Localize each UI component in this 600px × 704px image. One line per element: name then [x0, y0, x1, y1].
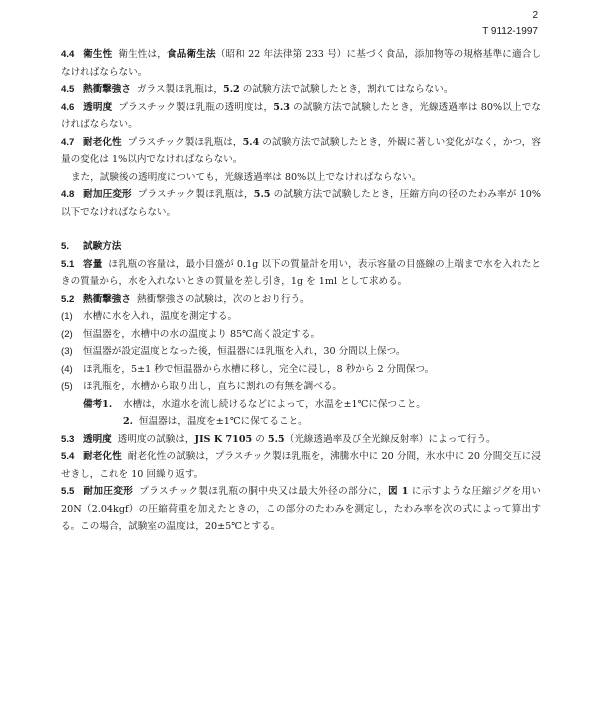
- section-gap: [61, 221, 541, 238]
- clause-text: 耐老化性の試験は，プラスチック製ほ乳瓶を，沸騰水中に 20 分間，氷水中に 20 分間交互に浸せきし，これを 10 回繰り返す。: [61, 451, 541, 480]
- clause-text: プラスチック製ほ乳瓶の胴中央又は最大外径の部分に，: [139, 486, 389, 497]
- clause-title: 熱衝撃強さ: [83, 293, 131, 305]
- clause-title: 衛生性: [83, 49, 113, 60]
- clause-title: 耐老化性: [83, 451, 122, 462]
- clause-text: 衛生性は，: [118, 49, 168, 60]
- clause-title: 熱衝撃強さ: [83, 84, 131, 95]
- clause-4-6: [61, 99, 541, 134]
- remark-2: [61, 413, 541, 431]
- clause-number: 4.7: [61, 136, 75, 148]
- clause-number: 4.6: [61, 101, 75, 113]
- document-body: [61, 46, 541, 536]
- clause-4-8: [61, 186, 541, 221]
- remark-text: 水槽は，水道水を流し続けるなどによって，水温を±1℃に保つこと。: [123, 398, 426, 410]
- list-number: (2): [61, 328, 73, 340]
- list-item: [61, 343, 541, 361]
- figure-reference: 図 1: [388, 486, 409, 497]
- clause-text: ほ乳瓶の容量は，最小目盛が 0.1g 以下の質量計を用い，表示容量の目盛線の上端まで水を入れたときの質量から，水を入れないときの質量を差し引き，1g を 1ml として求める。: [61, 258, 541, 287]
- clause-reference: 5.3: [273, 101, 290, 113]
- clause-title: 耐加圧変形: [83, 189, 132, 200]
- clause-4-5: [61, 81, 541, 99]
- section-number: 5.: [61, 241, 70, 252]
- list-item: [61, 361, 541, 379]
- clause-5-3: [61, 431, 541, 449]
- list-number: (3): [61, 346, 73, 357]
- clause-text: プラスチック製ほ乳瓶は，: [127, 136, 243, 148]
- remark-text: 恒温器は，温度を±1℃に保てること。: [139, 416, 308, 427]
- clause-text: 熱衝撃強さの試験は，次のとおり行う。: [136, 293, 310, 305]
- section-5-heading: [61, 238, 541, 256]
- remark-label: 備考1.: [83, 398, 113, 410]
- list-text: 水槽に水を入れ，温度を測定する。: [83, 311, 238, 322]
- page-number: 2: [532, 10, 538, 21]
- clause-reference: 5.4: [242, 136, 260, 148]
- list-number: (5): [61, 381, 73, 392]
- list-item: [61, 308, 541, 326]
- clause-number: 5.2: [61, 293, 75, 305]
- clause-reference: 5.5: [253, 189, 271, 200]
- list-text: 恒温器を，水槽中の水の温度より 85℃高く設定する。: [83, 328, 321, 340]
- list-text: ほ乳瓶を，5±1 秒で恒温器から水槽に移し，完全に浸し，8 秒から 2 分間保つ。: [83, 363, 435, 375]
- list-text: 恒温器が設定温度となった後，恒温器にほ乳瓶を入れ，30 分間以上保つ。: [83, 346, 406, 357]
- law-reference: 食品衛生法: [167, 49, 216, 60]
- clause-number: 4.8: [61, 189, 75, 200]
- clause-5-4: [61, 448, 541, 483]
- list-item: [61, 378, 541, 396]
- clause-5-5: [61, 483, 541, 536]
- clause-text: プラスチック製ほ乳瓶の透明度は，: [118, 101, 274, 113]
- list-number: (4): [61, 363, 73, 375]
- section-title: 試験方法: [83, 241, 122, 252]
- standard-number: T 9112-1997: [482, 26, 538, 37]
- clause-text: の: [252, 433, 268, 445]
- remark-1: [61, 396, 541, 414]
- clause-reference: 5.2: [223, 84, 240, 95]
- clause-4-4: [61, 46, 541, 81]
- list-item: [61, 326, 541, 344]
- clause-text: プラスチック製ほ乳瓶は，: [137, 189, 254, 200]
- jis-reference: JIS K 7105: [194, 433, 253, 445]
- clause-reference: 5.5: [267, 433, 285, 445]
- clause-number: 5.1: [61, 258, 75, 270]
- clause-number: 5.5: [61, 486, 75, 497]
- list-text: ほ乳瓶を，水槽から取り出し，直ちに割れの有無を調べる。: [83, 381, 343, 392]
- clause-title: 容量: [83, 258, 103, 270]
- clause-text: の試験方法で試験したとき，割れてはならない。: [239, 84, 454, 95]
- clause-title: 耐老化性: [83, 136, 122, 148]
- remark-label: 2.: [123, 416, 134, 427]
- clause-4-7-continued: また，試験後の透明度についても，光線透過率は 80%以上でなければならない。: [71, 171, 422, 183]
- list-number: (1): [61, 311, 73, 322]
- clause-title: 透明度: [83, 433, 112, 445]
- clause-5-1: [61, 256, 541, 291]
- clause-text: 透明度の試験は，: [117, 433, 195, 445]
- clause-text: の試験方法で試験したとき，圧縮方向の径のたわみ率が 10%以下でなければならない。: [61, 189, 541, 218]
- clause-text: の試験方法で試験したとき，外観に著しい変化がなく，かつ，容量の変化は 1%以内でなければならない。: [61, 136, 542, 165]
- clause-text: （昭和 22 年法律第 233 号）に基づく食品，添加物等の規格基準に適合しなければならない。: [61, 49, 542, 78]
- clause-text: に示すような圧縮ジグを用い 20N（2.04kgf）の圧縮荷重を加えたときの，この部分のたわみを測定し，たわみ率を次の式によって算出する。この場合，試験室の温度は，20±5℃とする。: [61, 486, 542, 532]
- clause-4-7: [61, 134, 541, 169]
- clause-title: 耐加圧変形: [83, 486, 134, 497]
- clause-text: （光線透過率及び全光線反射率）によって行う。: [284, 433, 496, 445]
- clause-title: 透明度: [83, 101, 113, 113]
- clause-number: 5.4: [61, 451, 75, 462]
- clause-5-2: [61, 291, 541, 309]
- clause-number: 4.5: [61, 84, 75, 95]
- clause-number: 5.3: [61, 433, 75, 445]
- clause-number: 4.4: [61, 49, 75, 60]
- clause-text: ガラス製ほ乳瓶は，: [136, 84, 224, 95]
- clause-text: の試験方法で試験したとき，光線透過率は 80%以上でなければならない。: [61, 101, 542, 130]
